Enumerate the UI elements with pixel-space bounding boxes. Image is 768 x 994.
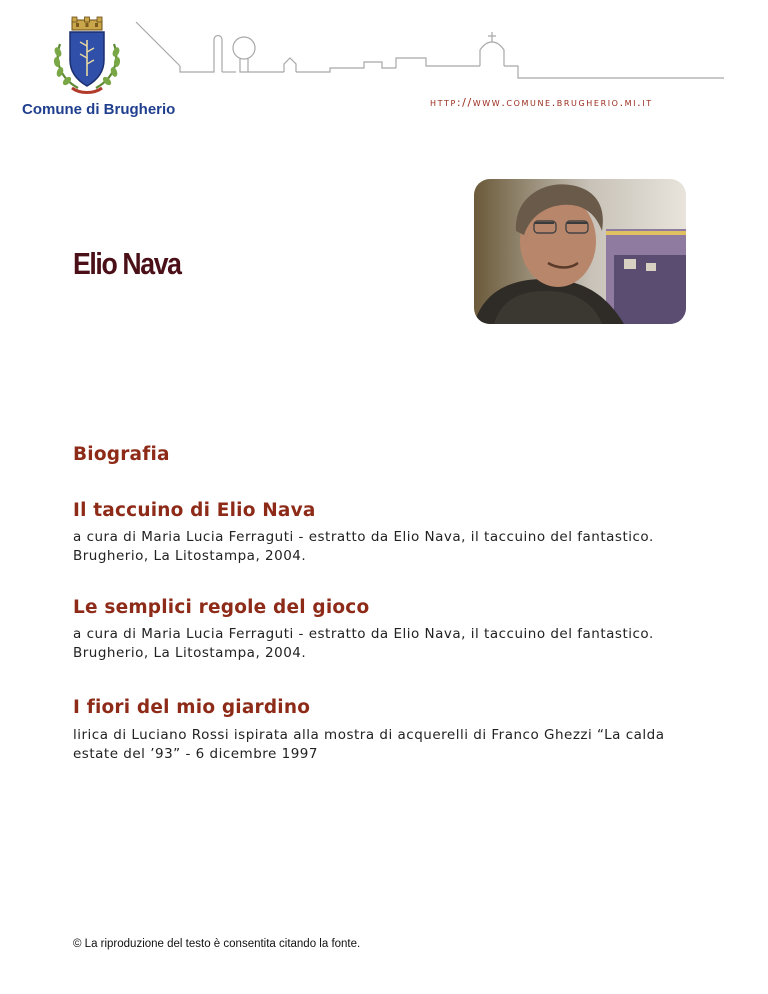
section-heading-taccuino[interactable]: Il taccuino di Elio Nava (73, 500, 316, 521)
organization-name: Comune di Brugherio (22, 101, 176, 118)
website-link[interactable]: http://www.comune.brugherio.mi.it (430, 96, 653, 109)
section-description-regole: a cura di Maria Lucia Ferraguti - estratto da Elio Nava, il taccuino del fantastico. Brugherio, La Litostampa, 2004. (73, 626, 654, 661)
municipal-crest-icon (50, 16, 125, 96)
page-title: Elio Nava (73, 246, 181, 281)
copyright-note: © La riproduzione del testo è consentita citando la fonte. (73, 938, 361, 950)
portrait-illustration (474, 179, 686, 324)
city-skyline-line-art (134, 20, 724, 92)
section-heading-biografia[interactable]: Biografia (73, 444, 170, 465)
section-description-taccuino: a cura di Maria Lucia Ferraguti - estratto da Elio Nava, il taccuino del fantastico. Brugherio, La Litostampa, 2004. (73, 529, 654, 564)
portrait-photo (474, 179, 686, 324)
section-heading-regole[interactable]: Le semplici regole del gioco (73, 597, 370, 618)
section-description-fiori: lirica di Luciano Rossi ispirata alla mostra di acquerelli di Franco Ghezzi “La calda estate del ’93” - 6 dicembre 1997 (73, 727, 665, 762)
section-heading-fiori[interactable]: I fiori del mio giardino (73, 697, 311, 718)
